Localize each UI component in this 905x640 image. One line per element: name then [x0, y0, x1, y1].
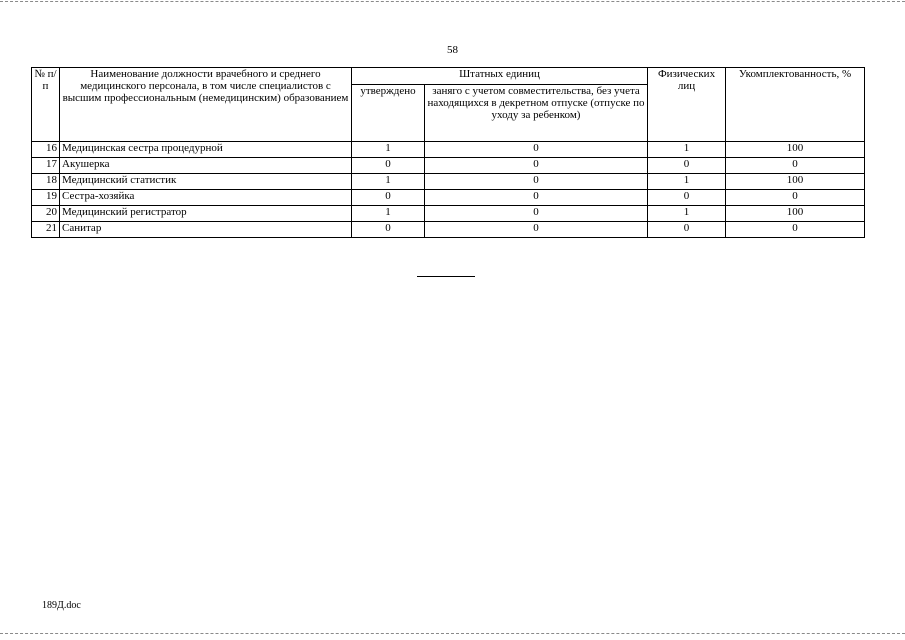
row-occupied: 0: [425, 158, 648, 174]
row-number: 16: [32, 142, 60, 158]
table-row: [32, 174, 865, 190]
table-row: [32, 190, 865, 206]
row-approved: 1: [352, 142, 425, 158]
row-position-name: Медицинский регистратор: [60, 206, 352, 222]
row-occupied: 0: [425, 142, 648, 158]
header-staff-units: Штатных единиц: [352, 68, 648, 85]
row-physical: 0: [648, 158, 726, 174]
table-row: [32, 158, 865, 174]
page-number: 58: [447, 44, 458, 56]
row-approved: 0: [352, 190, 425, 206]
row-position-name: Медицинская сестра процедурной: [60, 142, 352, 158]
header-position-name: Наименование должности врачебного и среднего медицинского персонала, в том числе специалистов с высшим профессиональным (немедицинским) образованием: [60, 68, 352, 142]
row-position-name: Санитар: [60, 222, 352, 238]
row-physical: 1: [648, 174, 726, 190]
footer-file-name: 189Д.doc: [42, 600, 81, 611]
row-number: 19: [32, 190, 60, 206]
row-number: 20: [32, 206, 60, 222]
row-staffing: 0: [726, 158, 865, 174]
header-physical-persons: Физических лиц: [648, 68, 726, 142]
row-number: 18: [32, 174, 60, 190]
row-physical: 1: [648, 206, 726, 222]
header-approved: утверждено: [352, 85, 425, 142]
row-staffing: 0: [726, 222, 865, 238]
row-physical: 0: [648, 190, 726, 206]
row-approved: 1: [352, 174, 425, 190]
row-occupied: 0: [425, 206, 648, 222]
row-occupied: 0: [425, 190, 648, 206]
header-staffing-percent: Укомплектованность, %: [726, 68, 865, 142]
staffing-table: [31, 67, 865, 238]
table-row: [32, 222, 865, 238]
row-approved: 0: [352, 222, 425, 238]
row-staffing: 100: [726, 174, 865, 190]
row-staffing: 0: [726, 190, 865, 206]
header-number: № п/п: [32, 68, 60, 142]
row-position-name: Акушерка: [60, 158, 352, 174]
header-occupied: заняго с учетом совместительства, без учета находящихся в декретном отпуске (отпуске по уходу за ребенком): [425, 85, 648, 142]
row-staffing: 100: [726, 142, 865, 158]
row-occupied: 0: [425, 222, 648, 238]
row-physical: 0: [648, 222, 726, 238]
section-end-rule: [417, 276, 475, 277]
page-top-edge: [0, 1, 905, 2]
table-row: [32, 142, 865, 158]
table-row: [32, 206, 865, 222]
row-position-name: Сестра-хозяйка: [60, 190, 352, 206]
row-physical: 1: [648, 142, 726, 158]
row-approved: 0: [352, 158, 425, 174]
row-approved: 1: [352, 206, 425, 222]
row-number: 21: [32, 222, 60, 238]
row-position-name: Медицинский статистик: [60, 174, 352, 190]
row-occupied: 0: [425, 174, 648, 190]
row-staffing: 100: [726, 206, 865, 222]
row-number: 17: [32, 158, 60, 174]
page-bottom-edge: [0, 633, 905, 634]
